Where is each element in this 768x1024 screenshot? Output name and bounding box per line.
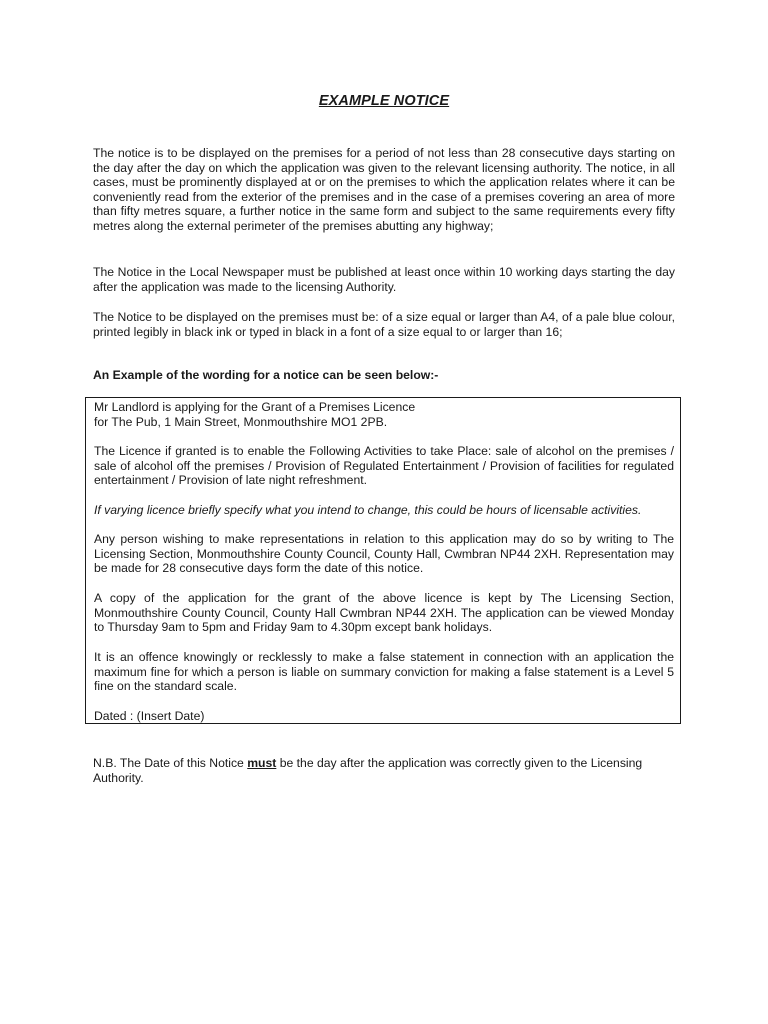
example-heading: An Example of the wording for a notice can be seen below:- (93, 368, 439, 382)
dated-line: Dated : (Insert Date) (94, 709, 205, 723)
offence-paragraph: It is an offence knowingly or recklessly to make a false statement in connection with an application the maximum fine for which a person is liable on summary conviction for making a false statement is a Level 5 fine on the standard scale. (94, 650, 674, 694)
newspaper-notice-paragraph: The Notice in the Local Newspaper must be published at least once within 10 working days starting the day after the application was made to the licensing Authority. (93, 265, 675, 294)
notice-format-paragraph: The Notice to be displayed on the premises must be: of a size equal or larger than A4, of a pale blue colour, printed legibly in black ink or typed in black in a font of a size equal to or larger than 16; (93, 310, 675, 339)
activities-paragraph: The Licence if granted is to enable the Following Activities to take Place: sale of alcohol on the premises / sale of alcohol off the premises / Provision of Regulated Entertainment / Provision of facilities for regulated entertainment / Provision of late night refreshment. (94, 444, 674, 488)
footnote-emphasis: must (247, 756, 277, 770)
display-period-paragraph: The notice is to be displayed on the premises for a period of not less than 28 consecutive days starting on the day after the day on which the application was given to the relevant licensing authority. The notice, in all cases, must be prominently displayed at or on the premises to which the application relates where it can be conveniently read from the exterior of the premises and in the case of a premises covering an area of more than fifty metres square, a further notice in the same form and subject to the same requirements every fifty metres along the external perimeter of the premises abutting any highway; (93, 146, 675, 233)
applicant-line-1: Mr Landlord is applying for the Grant of a Premises Licence (94, 400, 416, 414)
applicant-block (94, 400, 674, 429)
application-copy-paragraph: A copy of the application for the grant of the above licence is kept by The Licensing Section, Monmouthshire County Council, County Hall Cwmbran NP44 2XH. The application can be viewed Monday to Thursday 9am to 5pm and Friday 9am to 4.30pm except bank holidays. (94, 591, 674, 635)
varying-licence-note: If varying licence briefly specify what you intend to change, this could be hours of licensable activities. (94, 503, 642, 517)
example-notice-box (85, 397, 681, 724)
representations-paragraph: Any person wishing to make representations in relation to this application may do so by writing to The Licensing Section, Monmouthshire County Council, County Hall, Cwmbran NP44 2XH. Representation may be made for 28 consecutive days form the date of this notice. (94, 532, 674, 576)
footnote (93, 756, 675, 785)
page-title: EXAMPLE NOTICE (318, 93, 450, 109)
applicant-line-2: for The Pub, 1 Main Street, Monmouthshire MO1 2PB. (94, 414, 388, 429)
footnote-suffix: be the day after the application was correctly given to the Licensing Authority. (93, 756, 643, 785)
footnote-prefix: N.B. The Date of this Notice (93, 756, 248, 770)
